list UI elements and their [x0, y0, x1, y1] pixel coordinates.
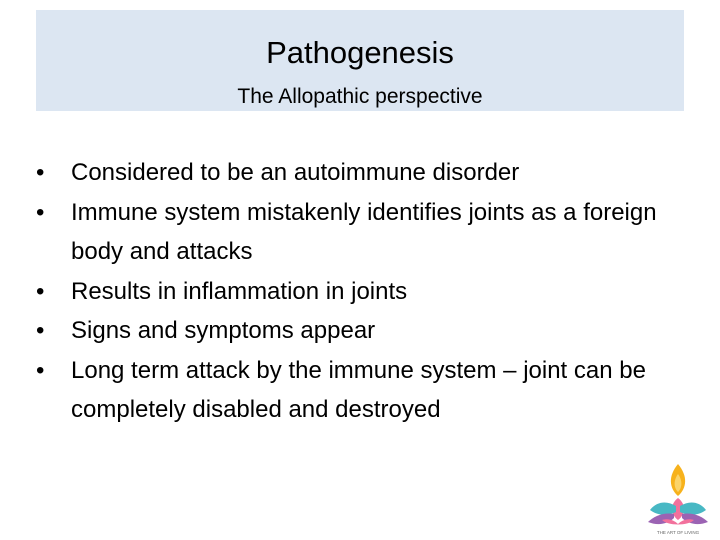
- bullet-item: [36, 351, 684, 430]
- bullet-dot: •: [36, 198, 45, 226]
- bullet-text: Considered to be an autoimmune disorder: [71, 159, 520, 186]
- bullet-dot: •: [36, 277, 45, 305]
- logo-caption: THE ART OF LIVING: [656, 530, 700, 535]
- lotus-petal-icon: [680, 503, 706, 515]
- bullet-item: [36, 272, 684, 312]
- bullet-text: Results in inflammation in joints: [71, 277, 408, 305]
- lotus-petal-icon: [650, 503, 676, 515]
- slide-subtitle: The Allopathic perspective: [237, 85, 483, 108]
- lotus-flame-logo-icon: [640, 462, 716, 538]
- bullet-text: Long term attack by the immune system – joint can be completely disabled and destroyed: [71, 356, 646, 423]
- bullet-item: [36, 153, 684, 193]
- bullet-dot: •: [36, 159, 45, 186]
- bullet-item: [36, 311, 684, 351]
- slide-title: Pathogenesis: [266, 35, 454, 70]
- bullet-text: Immune system mistakenly identifies joints as a foreign body and attacks: [71, 198, 657, 265]
- bullet-dot: •: [36, 356, 45, 384]
- bullet-text: Signs and symptoms appear: [71, 317, 376, 344]
- bullet-item: [36, 193, 684, 272]
- title-box: [36, 10, 684, 111]
- bullet-list: [36, 153, 684, 430]
- bullet-dot: •: [36, 317, 45, 344]
